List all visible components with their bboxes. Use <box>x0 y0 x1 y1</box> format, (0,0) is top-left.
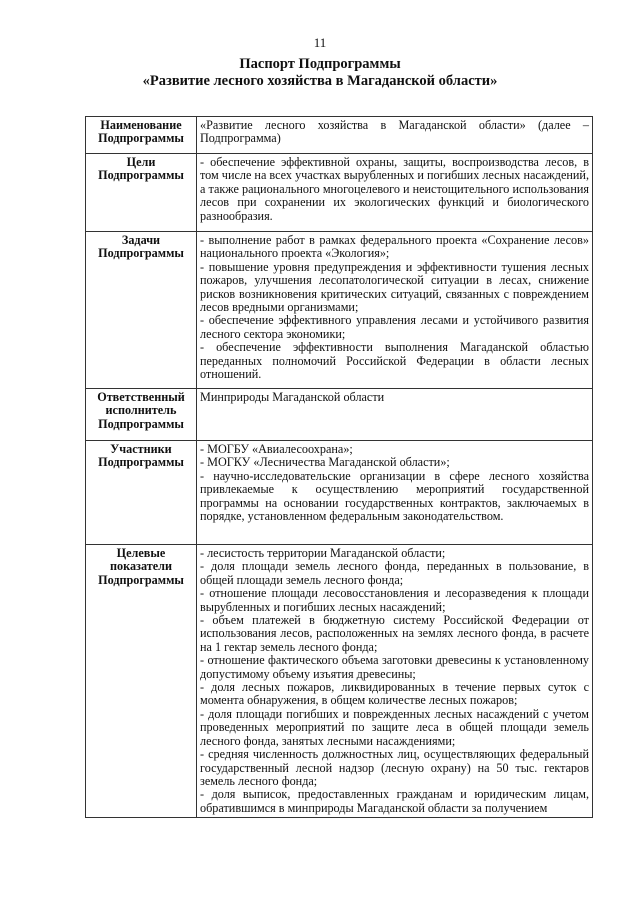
row-label-executor <box>86 389 197 441</box>
content-paragraph: - лесистость территории Магаданской области; <box>200 546 446 560</box>
row-label-indicators <box>86 545 197 818</box>
row-label-tasks <box>86 232 197 389</box>
row-content-participants <box>197 441 593 545</box>
row-content-indicators <box>197 545 593 818</box>
label-line: Подпрограммы <box>98 168 184 183</box>
content-paragraph: - доля выписок, предоставленных гражданам и юридическим лицам, обратившимся в минприроды Магаданской области за получением <box>200 787 589 815</box>
content-paragraph: - доля площади погибших и поврежденных лесных насаждений с учетом проведенных мероприятий по защите леса в общей площади земель лесного фонда, занятых лесными насаждениями; <box>200 706 589 748</box>
content-paragraph: - отношение фактического объема заготовки древесины к установленному допустимому объему изъятия древесины; <box>200 653 589 681</box>
title-line-2: «Развитие лесного хозяйства в Магаданской области» <box>142 73 498 89</box>
table-row-executor <box>86 389 593 441</box>
table-row-tasks <box>86 232 593 389</box>
table-row-indicators <box>86 545 593 818</box>
table-row-goals <box>86 154 593 232</box>
label-line: Наименование <box>100 118 182 132</box>
content-paragraph: - обеспечение эффективности выполнения Магаданской областью переданных полномочий Российской Федерации в области лесных отношений. <box>200 340 589 382</box>
content-paragraph: Минприроды Магаданской области <box>200 390 385 404</box>
table-row-participants <box>86 441 593 545</box>
document-title <box>0 56 640 90</box>
content-paragraph: - МОГБУ «Авиалесоохрана»; <box>200 442 353 456</box>
content-paragraph: - выполнение работ в рамках федерального проекта «Сохранение лесов» национального проекта «Экология»; <box>200 233 589 261</box>
content-paragraph: - обеспечение эффективной охраны, защиты, воспроизводства лесов, в том числе на всех участках вырубленных и погибших лесных насаждений, а также рационального многоцелевого и неистощительного использования лесов при сохранении их экологических функций и биологического разнообразия. <box>200 155 589 223</box>
content-paragraph: - научно-исследовательские организации в сфере лесного хозяйства привлекаемые к осуществлению мероприятий государственной программы на основании государственных контрактов, заключаемых в порядке, установленном федеральным законодательством. <box>200 468 589 524</box>
row-content-executor <box>197 389 593 441</box>
label-line: Подпрограммы <box>98 131 184 146</box>
title-line-1: Паспорт Подпрограммы <box>239 56 401 72</box>
content-paragraph: «Развитие лесного хозяйства в Магаданской области» (далее – Подпрограмма) <box>200 118 589 146</box>
label-line: Подпрограммы <box>98 416 184 431</box>
label-line: Подпрограммы <box>98 246 184 261</box>
row-content-tasks <box>197 232 593 389</box>
content-paragraph: - МОГКУ «Лесничества Магаданской области»; <box>200 455 450 470</box>
row-content-name <box>197 117 593 154</box>
label-line: Подпрограммы <box>98 455 184 470</box>
label-line: исполнитель <box>105 403 177 418</box>
content-paragraph: - отношение площади лесовосстановления и лесоразведения к площади вырубленных и погибших лесных насаждений; <box>200 586 589 614</box>
content-paragraph: - доля лесных пожаров, ликвидированных в течение первых суток с момента обнаружения, в общем количестве лесных пожаров; <box>200 680 589 708</box>
content-paragraph: - объем платежей в бюджетную систему Российской Федерации от использования лесов, расположенных на землях лесного фонда, в расчете на 1 гектар земель лесного фонда; <box>200 613 589 654</box>
label-line: Участники <box>110 442 172 456</box>
row-label-participants <box>86 441 197 545</box>
label-line: Ответственный <box>97 390 185 404</box>
label-line: Подпрограммы <box>98 572 184 587</box>
label-line: Задачи <box>121 233 161 247</box>
table-row-name <box>86 117 593 154</box>
label-line: Цели <box>126 155 156 169</box>
label-line: Целевые <box>116 546 166 560</box>
content-paragraph: - обеспечение эффективного управления лесами и устойчивого развития лесного сектора экономики; <box>200 313 589 341</box>
row-content-goals <box>197 154 593 232</box>
page-number: 11 <box>313 35 327 50</box>
row-label-name <box>86 117 197 154</box>
content-paragraph: - доля площади земель лесного фонда, переданных в пользование, в общей площади земель лесного фонда; <box>200 559 589 587</box>
row-label-goals <box>86 154 197 232</box>
content-paragraph: - повышение уровня предупреждения и эффективности тушения лесных пожаров, улучшения лесопатологической ситуации в лесах, снижение рисков возникновения критических ситуаций, связанных с повреждением лесов вредными организмами; <box>200 259 589 315</box>
label-line: показатели <box>110 559 172 574</box>
passport-table <box>85 116 593 818</box>
content-paragraph: - средняя численность должностных лиц, осуществляющих федеральный государственный лесной надзор (лесную охрану) на 50 тыс. гектаров земель лесного фонда; <box>200 747 589 788</box>
